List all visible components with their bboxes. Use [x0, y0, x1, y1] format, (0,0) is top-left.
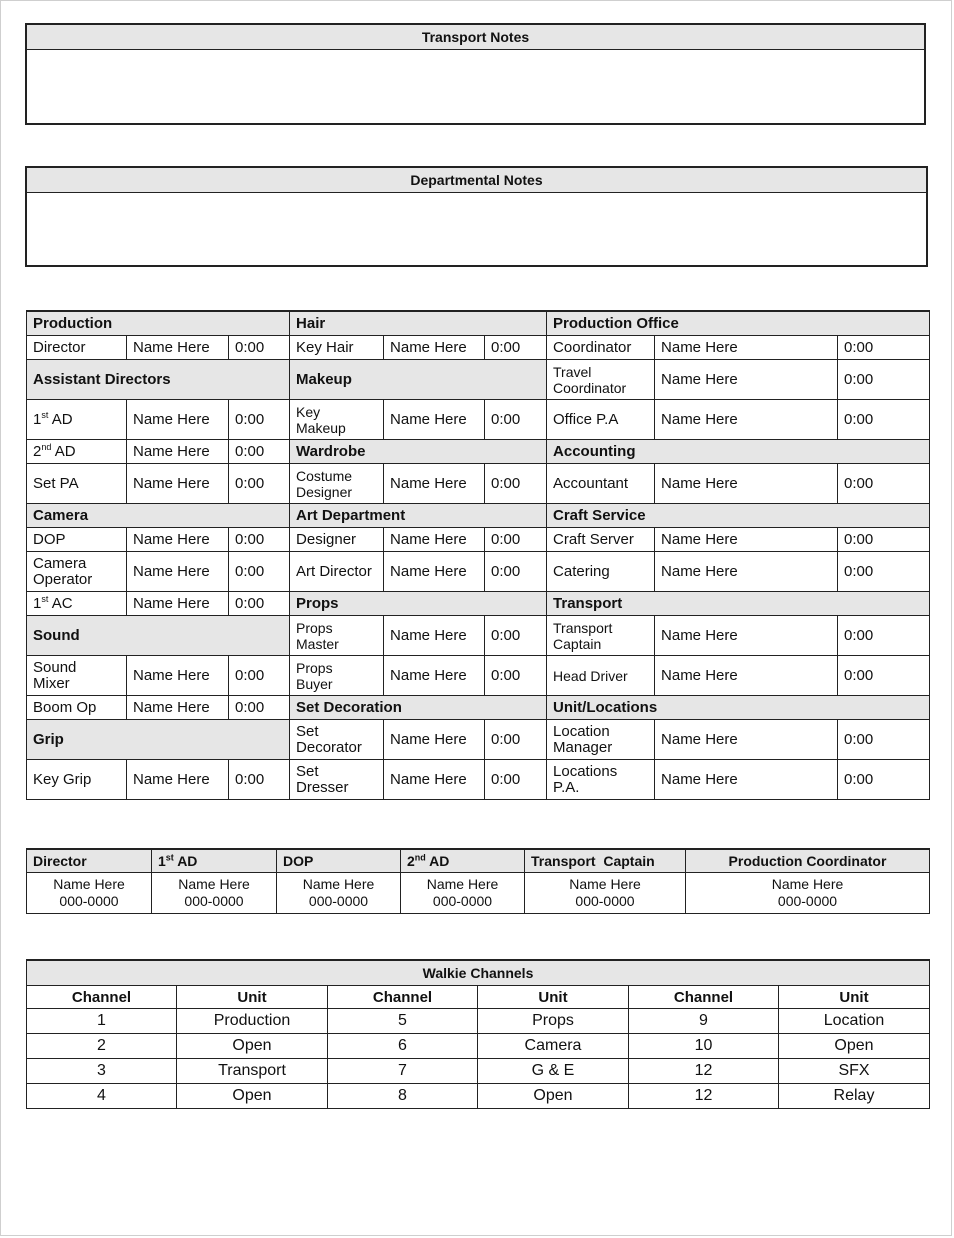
- crew-role: DOP: [27, 528, 127, 552]
- section-wardrobe: Wardrobe: [290, 440, 547, 464]
- channel-number: 5: [328, 1009, 478, 1034]
- crew-time: 0:00: [485, 528, 547, 552]
- channel-number: 12: [629, 1059, 779, 1084]
- crew-name: Name Here: [384, 336, 485, 360]
- table-row: [27, 360, 930, 400]
- crew-role: Set Decorator: [290, 720, 384, 760]
- col-header-channel: Channel: [328, 986, 478, 1009]
- channel-number: 1: [27, 1009, 177, 1034]
- crew-role: Office P.A: [547, 400, 655, 440]
- crew-name: Name Here: [384, 616, 485, 656]
- table-row: [27, 1084, 930, 1109]
- crew-time: 0:00: [485, 616, 547, 656]
- crew-time: 0:00: [229, 592, 290, 616]
- table-row: [27, 1009, 930, 1034]
- crew-time: 0:00: [485, 464, 547, 504]
- crew-name: Name Here: [127, 400, 229, 440]
- channel-number: 3: [27, 1059, 177, 1084]
- table-row: [27, 504, 930, 528]
- section-art-department: Art Department: [290, 504, 547, 528]
- crew-name: Name Here: [127, 696, 229, 720]
- table-row: [27, 592, 930, 616]
- section-production-office: Production Office: [547, 311, 930, 336]
- crew-role: Boom Op: [27, 696, 127, 720]
- section-grip: Grip: [27, 720, 290, 760]
- section-transport: Transport: [547, 592, 930, 616]
- crew-name: Name Here: [127, 656, 229, 696]
- table-row: [27, 960, 930, 986]
- channel-unit: Location: [779, 1009, 930, 1034]
- crew-name: Name Here: [384, 400, 485, 440]
- col-header-unit: Unit: [177, 986, 328, 1009]
- crew-time: 0:00: [485, 336, 547, 360]
- crew-name: Name Here: [127, 440, 229, 464]
- crew-time: 0:00: [838, 336, 930, 360]
- departmental-notes-title: Departmental Notes: [27, 168, 926, 193]
- crew-name: Name Here: [127, 528, 229, 552]
- section-set-decoration: Set Decoration: [290, 696, 547, 720]
- crew-name: Name Here: [384, 760, 485, 800]
- crew-name: Name Here: [384, 656, 485, 696]
- contact-header-director: Director: [27, 849, 152, 873]
- crew-role: Art Director: [290, 552, 384, 592]
- table-row: [27, 696, 930, 720]
- channel-unit: Open: [177, 1034, 328, 1059]
- crew-time: 0:00: [229, 760, 290, 800]
- section-sound: Sound: [27, 616, 290, 656]
- crew-name: Name Here: [127, 336, 229, 360]
- crew-role: 1st AD: [27, 400, 127, 440]
- crew-role: Transport Captain: [547, 616, 655, 656]
- section-craft-service: Craft Service: [547, 504, 930, 528]
- table-row: [27, 400, 930, 440]
- table-row: [27, 440, 930, 464]
- contact-header-dop: DOP: [277, 849, 401, 873]
- crew-name: Name Here: [127, 552, 229, 592]
- section-production: Production: [27, 311, 290, 336]
- crew-time: 0:00: [838, 760, 930, 800]
- crew-time: 0:00: [229, 696, 290, 720]
- table-row: [27, 311, 930, 336]
- crew-time: 0:00: [838, 400, 930, 440]
- walkie-channels-table: [26, 959, 930, 1109]
- contact-cell: Name Here 000-0000: [401, 873, 525, 914]
- crew-name: Name Here: [384, 464, 485, 504]
- table-row: [27, 760, 930, 800]
- crew-time: 0:00: [838, 360, 930, 400]
- section-makeup: Makeup: [290, 360, 547, 400]
- contact-header-first-ad: 1st AD: [152, 849, 277, 873]
- section-camera: Camera: [27, 504, 290, 528]
- col-header-channel: Channel: [629, 986, 779, 1009]
- crew-name: Name Here: [127, 592, 229, 616]
- crew-role: Designer: [290, 528, 384, 552]
- channel-number: 2: [27, 1034, 177, 1059]
- crew-time: 0:00: [838, 528, 930, 552]
- crew-role: Key Makeup: [290, 400, 384, 440]
- contact-header-production-coordinator: Production Coordinator: [686, 849, 930, 873]
- crew-name: Name Here: [655, 400, 838, 440]
- crew-name: Name Here: [127, 760, 229, 800]
- col-header-unit: Unit: [478, 986, 629, 1009]
- crew-role: Locations P.A.: [547, 760, 655, 800]
- crew-name: Name Here: [655, 552, 838, 592]
- crew-role: Sound Mixer: [27, 656, 127, 696]
- table-row: [27, 336, 930, 360]
- channel-number: 7: [328, 1059, 478, 1084]
- section-props: Props: [290, 592, 547, 616]
- crew-role: Set PA: [27, 464, 127, 504]
- crew-role: Key Hair: [290, 336, 384, 360]
- crew-role: Props Master: [290, 616, 384, 656]
- crew-time: 0:00: [229, 336, 290, 360]
- section-hair: Hair: [290, 311, 547, 336]
- contact-cell: Name Here 000-0000: [152, 873, 277, 914]
- transport-notes-box: [25, 23, 926, 125]
- channel-unit: Open: [177, 1084, 328, 1109]
- section-assistant-directors: Assistant Directors: [27, 360, 290, 400]
- crew-name: Name Here: [384, 720, 485, 760]
- crew-time: 0:00: [838, 720, 930, 760]
- crew-name: Name Here: [655, 464, 838, 504]
- crew-time: 0:00: [838, 552, 930, 592]
- crew-time: 0:00: [485, 760, 547, 800]
- col-header-unit: Unit: [779, 986, 930, 1009]
- contact-cell: Name Here 000-0000: [686, 873, 930, 914]
- channel-number: 6: [328, 1034, 478, 1059]
- walkie-title: Walkie Channels: [27, 960, 930, 986]
- table-row: [27, 1034, 930, 1059]
- transport-notes-title: Transport Notes: [27, 25, 924, 50]
- channel-unit: Open: [779, 1034, 930, 1059]
- crew-time: 0:00: [229, 528, 290, 552]
- contact-cell: Name Here 000-0000: [277, 873, 401, 914]
- channel-unit: Props: [478, 1009, 629, 1034]
- channel-number: 10: [629, 1034, 779, 1059]
- channel-unit: SFX: [779, 1059, 930, 1084]
- crew-role: Director: [27, 336, 127, 360]
- table-row: [27, 656, 930, 696]
- crew-name: Name Here: [655, 656, 838, 696]
- channel-number: 9: [629, 1009, 779, 1034]
- table-row: [27, 720, 930, 760]
- channel-number: 4: [27, 1084, 177, 1109]
- crew-name: Name Here: [655, 360, 838, 400]
- crew-time: 0:00: [485, 720, 547, 760]
- col-header-channel: Channel: [27, 986, 177, 1009]
- crew-name: Name Here: [655, 528, 838, 552]
- crew-time: 0:00: [229, 656, 290, 696]
- channel-unit: Transport: [177, 1059, 328, 1084]
- crew-role: Location Manager: [547, 720, 655, 760]
- channel-number: 8: [328, 1084, 478, 1109]
- crew-name: Name Here: [384, 552, 485, 592]
- crew-name: Name Here: [655, 336, 838, 360]
- channel-number: 12: [629, 1084, 779, 1109]
- crew-role: Head Driver: [547, 656, 655, 696]
- crew-call-table: [26, 310, 930, 800]
- table-row: [27, 986, 930, 1009]
- contact-header-second-ad: 2nd AD: [401, 849, 525, 873]
- crew-name: Name Here: [655, 720, 838, 760]
- crew-time: 0:00: [229, 464, 290, 504]
- contact-cell: Name Here 000-0000: [27, 873, 152, 914]
- crew-time: 0:00: [229, 440, 290, 464]
- channel-unit: Open: [478, 1084, 629, 1109]
- table-row: [27, 528, 930, 552]
- crew-role: Coordinator: [547, 336, 655, 360]
- crew-role: Craft Server: [547, 528, 655, 552]
- crew-name: Name Here: [127, 464, 229, 504]
- channel-unit: Relay: [779, 1084, 930, 1109]
- crew-role: Camera Operator: [27, 552, 127, 592]
- crew-name: Name Here: [655, 616, 838, 656]
- crew-role: Catering: [547, 552, 655, 592]
- crew-time: 0:00: [485, 400, 547, 440]
- crew-role: Accountant: [547, 464, 655, 504]
- contact-header-transport-captain: Transport Captain: [525, 849, 686, 873]
- key-contacts-table: [26, 848, 930, 914]
- channel-unit: G & E: [478, 1059, 629, 1084]
- crew-time: 0:00: [229, 400, 290, 440]
- crew-name: Name Here: [384, 528, 485, 552]
- crew-name: Name Here: [655, 760, 838, 800]
- crew-role: Props Buyer: [290, 656, 384, 696]
- section-unit-locations: Unit/Locations: [547, 696, 930, 720]
- crew-time: 0:00: [838, 616, 930, 656]
- crew-role: Key Grip: [27, 760, 127, 800]
- crew-time: 0:00: [838, 656, 930, 696]
- table-row: [27, 849, 930, 873]
- table-row: [27, 1059, 930, 1084]
- crew-role: 2nd AD: [27, 440, 127, 464]
- channel-unit: Camera: [478, 1034, 629, 1059]
- table-row: [27, 552, 930, 592]
- crew-time: 0:00: [838, 464, 930, 504]
- crew-time: 0:00: [485, 656, 547, 696]
- crew-role: Travel Coordinator: [547, 360, 655, 400]
- table-row: [27, 873, 930, 914]
- departmental-notes-box: [25, 166, 928, 267]
- crew-role: Costume Designer: [290, 464, 384, 504]
- channel-unit: Production: [177, 1009, 328, 1034]
- section-accounting: Accounting: [547, 440, 930, 464]
- crew-role: 1st AC: [27, 592, 127, 616]
- crew-time: 0:00: [229, 552, 290, 592]
- crew-role: Set Dresser: [290, 760, 384, 800]
- table-row: [27, 616, 930, 656]
- contact-cell: Name Here 000-0000: [525, 873, 686, 914]
- table-row: [27, 464, 930, 504]
- crew-time: 0:00: [485, 552, 547, 592]
